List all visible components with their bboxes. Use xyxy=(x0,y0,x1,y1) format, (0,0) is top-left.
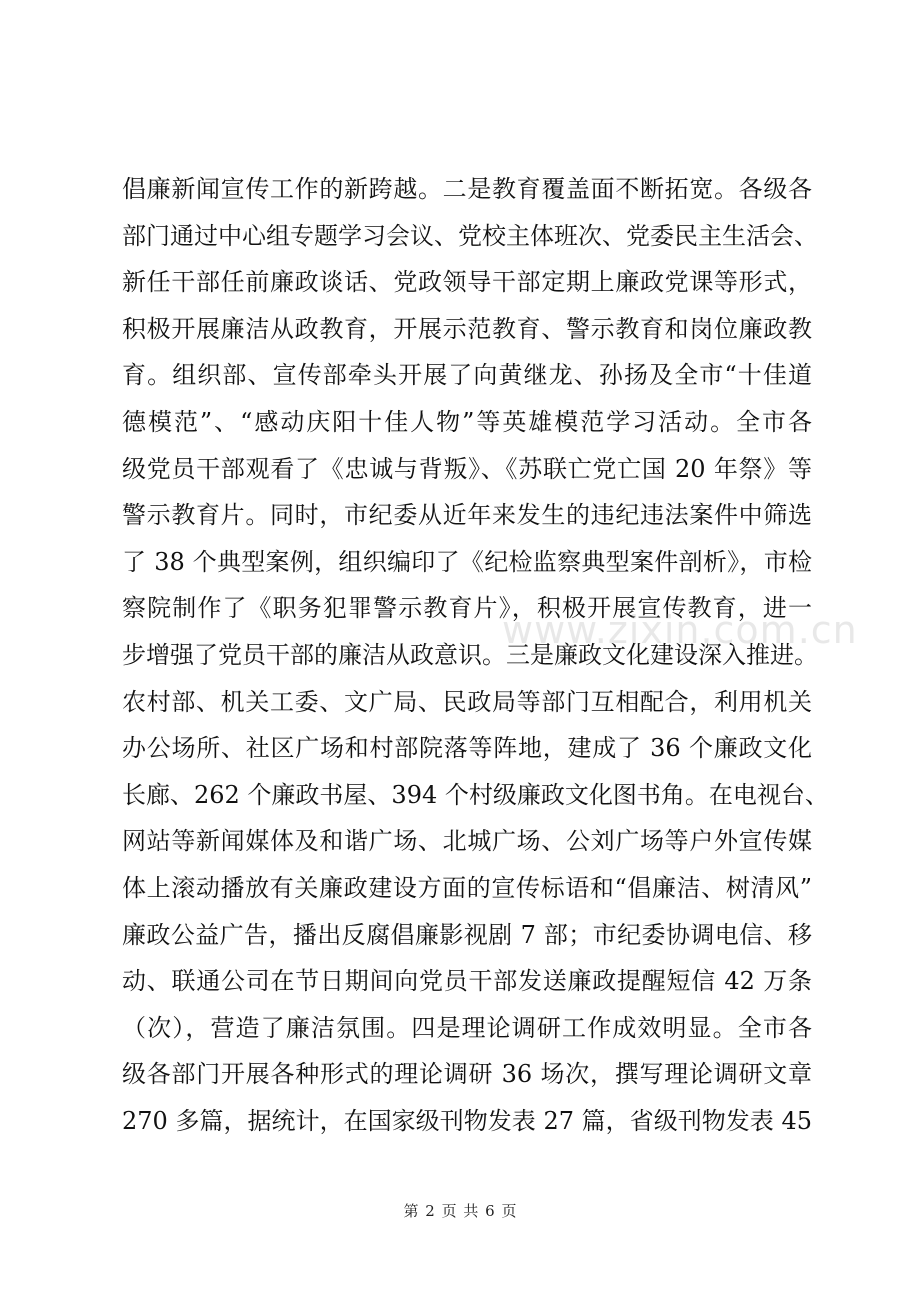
text-line xyxy=(122,725,812,772)
text-line-content: 部门通过中心组专题学习会议、党校主体班次、党委民主生活会、 xyxy=(122,221,818,250)
text-line xyxy=(122,912,812,959)
text-line-content: 办公场所、社区广场和村部院落等阵地，建成了 36 个廉政文化 xyxy=(122,734,812,763)
text-line xyxy=(122,446,812,493)
text-line xyxy=(122,772,829,819)
text-line-content: 倡廉新闻宣传工作的新跨越。二是教育覆盖面不断拓宽。各级各 xyxy=(122,175,812,203)
text-line-content: 农村部、机关工委、文广局、民政局等部门互相配合，利用机关 xyxy=(122,687,812,716)
text-line-content: 德模范”、“感动庆阳十佳人物”等英雄模范学习活动。全市各 xyxy=(122,407,812,436)
text-line xyxy=(122,213,818,260)
text-line xyxy=(122,306,812,353)
text-line-content: 动、联通公司在节日期间向党员干部发送廉政提醒短信 42 万条 xyxy=(122,967,812,996)
text-line xyxy=(122,632,818,679)
text-line xyxy=(122,259,812,306)
text-line-content: 廉政公益广告，播出反腐倡廉影视剧 7 部；市纪委协调电信、移 xyxy=(122,920,812,949)
text-line-content: （次），营造了廉洁氛围。四是理论调研工作成效明显。全市各 xyxy=(122,1013,812,1042)
text-line xyxy=(122,1051,812,1098)
text-line-content: 网站等新闻媒体及和谐广场、北城广场、公刘广场等户外宣传媒 xyxy=(122,827,812,856)
text-line-content: 了 38 个典型案例，组织编印了《纪检监察典型案件剖析》，市检 xyxy=(122,547,812,576)
text-line xyxy=(122,352,812,399)
text-line-content: 级党员干部观看了《忠诚与背叛》、《苏联亡党亡国 20 年祭》等 xyxy=(122,454,812,483)
page-footer: 第 2 页 共 6 页 xyxy=(403,1202,517,1220)
text-line xyxy=(122,1005,812,1052)
text-line xyxy=(122,492,812,539)
text-line xyxy=(122,399,812,446)
text-line-content: 步增强了党员干部的廉洁从政意识。三是廉政文化建设深入推进。 xyxy=(122,640,818,669)
text-line xyxy=(122,679,812,726)
text-line-content: 新任干部任前廉政谈话、党政领导干部定期上廉政党课等形式， xyxy=(122,268,812,297)
text-line xyxy=(122,166,812,213)
text-line xyxy=(122,865,812,912)
body-text xyxy=(122,166,829,1144)
text-line xyxy=(122,818,812,865)
text-line-content: 级各部门开展各种形式的理论调研 36 场次，撰写理论调研文章 xyxy=(122,1060,812,1089)
text-line-content: 体上滚动播放有关廉政建设方面的宣传标语和“倡廉洁、树清风” xyxy=(122,873,812,902)
text-line-content: 警示教育片。同时，市纪委从近年来发生的违纪违法案件中筛选 xyxy=(122,501,812,530)
text-line-content: 270 多篇，据统计，在国家级刊物发表 27 篇，省级刊物发表 45 xyxy=(122,1106,812,1135)
text-line-content: 察院制作了《职务犯罪警示教育片》，积极开展宣传教育，进一 xyxy=(122,594,812,623)
text-line xyxy=(122,539,812,586)
text-line-content: 育。组织部、宣传部牵头开展了向黄继龙、孙扬及全市“十佳道 xyxy=(122,361,812,390)
text-line xyxy=(122,1098,812,1145)
text-line-content: 积极开展廉洁从政教育，开展示范教育、警示教育和岗位廉政教 xyxy=(122,314,812,343)
text-line-content: 长廊、262 个廉政书屋、394 个村级廉政文化图书角。在电视台、 xyxy=(122,780,829,809)
text-line xyxy=(122,585,812,632)
watermark: www.zixin.com.cn xyxy=(502,608,858,652)
text-line xyxy=(122,958,812,1005)
